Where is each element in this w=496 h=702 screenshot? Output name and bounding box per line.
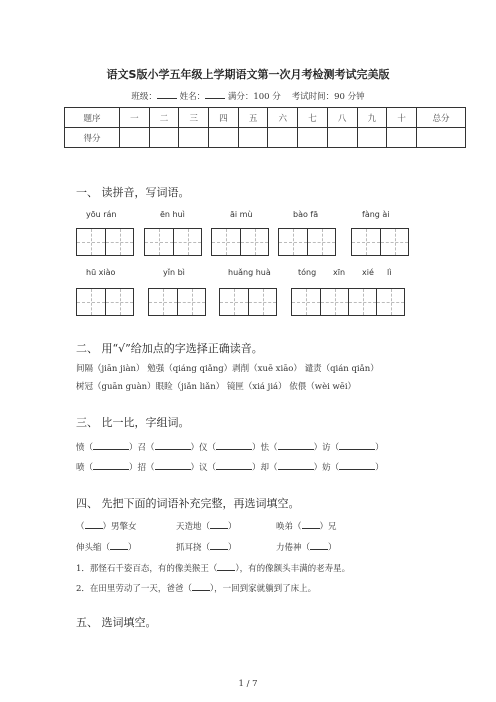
exam-time: 考试时间：90 分钟 bbox=[291, 92, 365, 102]
score-table-row bbox=[65, 128, 466, 148]
answer-blank[interactable] bbox=[310, 541, 328, 550]
header-cell: 三 bbox=[179, 108, 209, 128]
compare-row bbox=[76, 441, 384, 453]
answer-blank[interactable] bbox=[339, 441, 375, 450]
pinyin: hū xiào bbox=[86, 268, 116, 277]
header-cell: 九 bbox=[357, 108, 387, 128]
writing-box[interactable] bbox=[144, 228, 202, 256]
section5-heading: 五、 选词填空。 bbox=[76, 616, 157, 629]
char-text: ） bbox=[375, 443, 384, 453]
writing-box[interactable] bbox=[351, 228, 409, 256]
section3-heading: 三、 比一比，字组词。 bbox=[76, 416, 190, 429]
idiom-text: 唤弟（ bbox=[276, 522, 302, 532]
full-score: 满分：100 分 bbox=[227, 92, 281, 102]
answer-blank[interactable] bbox=[85, 520, 103, 529]
idiom-text: ）兄 bbox=[319, 522, 337, 532]
pinyin: xié bbox=[362, 268, 374, 277]
answer-blank[interactable] bbox=[93, 461, 129, 470]
pinyin: bào fā bbox=[293, 210, 319, 219]
char-text: ）仪（ bbox=[190, 443, 217, 453]
answer-blank[interactable] bbox=[339, 461, 375, 470]
idiom-row bbox=[76, 541, 137, 553]
answer-blank[interactable] bbox=[278, 461, 314, 470]
writing-box[interactable] bbox=[76, 288, 134, 316]
answer-blank[interactable] bbox=[216, 441, 252, 450]
name-label: 姓名： bbox=[179, 92, 206, 102]
char-text: 喷（ bbox=[76, 463, 94, 473]
score-cell[interactable] bbox=[298, 128, 328, 148]
idiom-text: 伸头缩（ bbox=[76, 543, 111, 553]
char-text: 愤（ bbox=[76, 443, 94, 453]
idiom-text: ） bbox=[228, 543, 237, 553]
pinyin: ēn huì bbox=[160, 210, 185, 219]
fill-question bbox=[76, 582, 316, 594]
pinyin: yōu rán bbox=[86, 210, 117, 219]
score-cell[interactable] bbox=[357, 128, 387, 148]
question-text: 1．那怪石千姿百态，有的像美猴王（ bbox=[76, 564, 218, 574]
answer-blank[interactable] bbox=[210, 520, 228, 529]
char-text: ）怯（ bbox=[252, 443, 278, 453]
header-cell: 六 bbox=[268, 108, 298, 128]
char-text: ）议（ bbox=[190, 463, 217, 473]
answer-blank[interactable] bbox=[93, 441, 129, 450]
answer-blank[interactable] bbox=[192, 582, 210, 591]
score-cell[interactable] bbox=[209, 128, 239, 148]
compare-row bbox=[76, 461, 384, 473]
pinyin: lì bbox=[387, 268, 392, 277]
header-cell: 七 bbox=[298, 108, 328, 128]
score-cell[interactable] bbox=[238, 128, 268, 148]
score-cell[interactable] bbox=[120, 128, 150, 148]
question-text: ），有的像额头丰满的老寿星。 bbox=[235, 564, 351, 574]
question-text: 2．在田里劳动了一天，爸爸（ bbox=[76, 584, 192, 594]
answer-blank[interactable] bbox=[155, 441, 191, 450]
idiom-row bbox=[276, 520, 337, 532]
score-cell[interactable] bbox=[149, 128, 179, 148]
score-cell[interactable] bbox=[417, 128, 466, 148]
row-label: 得分 bbox=[65, 128, 120, 148]
page-title: 语文S版小学五年级上学期语文第一次月考检测考试完美版 bbox=[106, 68, 390, 81]
answer-blank[interactable] bbox=[217, 562, 235, 571]
name-blank[interactable] bbox=[205, 90, 225, 99]
header-cell: 十 bbox=[387, 108, 417, 128]
char-text: ）召（ bbox=[129, 443, 155, 453]
writing-box[interactable] bbox=[278, 228, 336, 256]
pinyin: āi mù bbox=[230, 210, 253, 219]
writing-box[interactable] bbox=[148, 288, 206, 316]
idiom-row bbox=[276, 541, 337, 553]
score-cell[interactable] bbox=[268, 128, 298, 148]
fill-question bbox=[76, 562, 350, 574]
answer-blank[interactable] bbox=[110, 541, 128, 550]
idiom-text: 抓耳挠（ bbox=[176, 543, 211, 553]
header-cell: 总分 bbox=[417, 108, 466, 128]
score-cell[interactable] bbox=[327, 128, 357, 148]
char-text: ）访（ bbox=[313, 443, 340, 453]
pinyin: fàng ài bbox=[362, 210, 390, 219]
pinyin: xīn bbox=[333, 268, 346, 277]
idiom-text: ） bbox=[228, 522, 237, 532]
exam-info bbox=[0, 90, 496, 102]
idiom-text: 天造地（ bbox=[176, 522, 211, 532]
idiom-text: ） bbox=[128, 543, 137, 553]
page-number: 1 / 7 bbox=[238, 679, 258, 689]
idiom-text: ）男擎女 bbox=[102, 522, 137, 532]
char-text: ）妨（ bbox=[313, 463, 340, 473]
idiom-text: （ bbox=[76, 522, 85, 532]
score-table-header bbox=[65, 108, 466, 128]
writing-box[interactable] bbox=[76, 228, 134, 256]
char-text: ）招（ bbox=[129, 463, 155, 473]
header-cell: 五 bbox=[238, 108, 268, 128]
header-cell: 题序 bbox=[65, 108, 120, 128]
pinyin: yǐn bì bbox=[163, 268, 185, 277]
idiom-row bbox=[76, 520, 137, 532]
idiom-row bbox=[176, 541, 237, 553]
header-cell: 四 bbox=[209, 108, 239, 128]
idiom-text: ） bbox=[328, 543, 337, 553]
class-blank[interactable] bbox=[157, 90, 177, 99]
pinyin: huǎng huà bbox=[228, 268, 271, 277]
class-label: 班级： bbox=[131, 92, 157, 102]
header-cell: 八 bbox=[327, 108, 357, 128]
pinyin: tóng bbox=[298, 268, 317, 277]
section4-heading: 四、 先把下面的词语补充完整，再选词填空。 bbox=[76, 497, 300, 510]
score-table bbox=[64, 107, 466, 148]
answer-blank[interactable] bbox=[302, 520, 320, 529]
answer-blank[interactable] bbox=[278, 441, 314, 450]
score-cell[interactable] bbox=[387, 128, 417, 148]
writing-box[interactable] bbox=[219, 288, 277, 316]
score-cell[interactable] bbox=[179, 128, 209, 148]
char-text: ）却（ bbox=[252, 463, 278, 473]
answer-blank[interactable] bbox=[216, 461, 252, 470]
header-cell: 一 bbox=[120, 108, 150, 128]
reading-choice-line: 间隔（jiān jiàn） 勉强（qiáng qiǎng）剥削（xuē xiāo） 谴责（qián qiǎn） bbox=[76, 364, 379, 374]
char-text: ） bbox=[375, 463, 384, 473]
reading-choice-line: 树冠（guān guàn）眼睑（jiǎn liǎn） 镜匣（xiá jiá） 依偎（wèi wēi） bbox=[76, 382, 357, 392]
idiom-row bbox=[176, 520, 237, 532]
idiom-text: 力倦神（ bbox=[276, 543, 311, 553]
question-text: ），一回到家就躺到了床上。 bbox=[209, 584, 317, 594]
writing-box[interactable] bbox=[291, 288, 405, 316]
answer-blank[interactable] bbox=[210, 541, 228, 550]
header-cell: 二 bbox=[149, 108, 179, 128]
answer-blank[interactable] bbox=[155, 461, 191, 470]
section1-heading: 一、 读拼音，写词语。 bbox=[76, 186, 190, 199]
section2-heading: 二、 用“√”给加点的字选择正确读音。 bbox=[76, 342, 263, 355]
writing-box[interactable] bbox=[211, 228, 269, 256]
